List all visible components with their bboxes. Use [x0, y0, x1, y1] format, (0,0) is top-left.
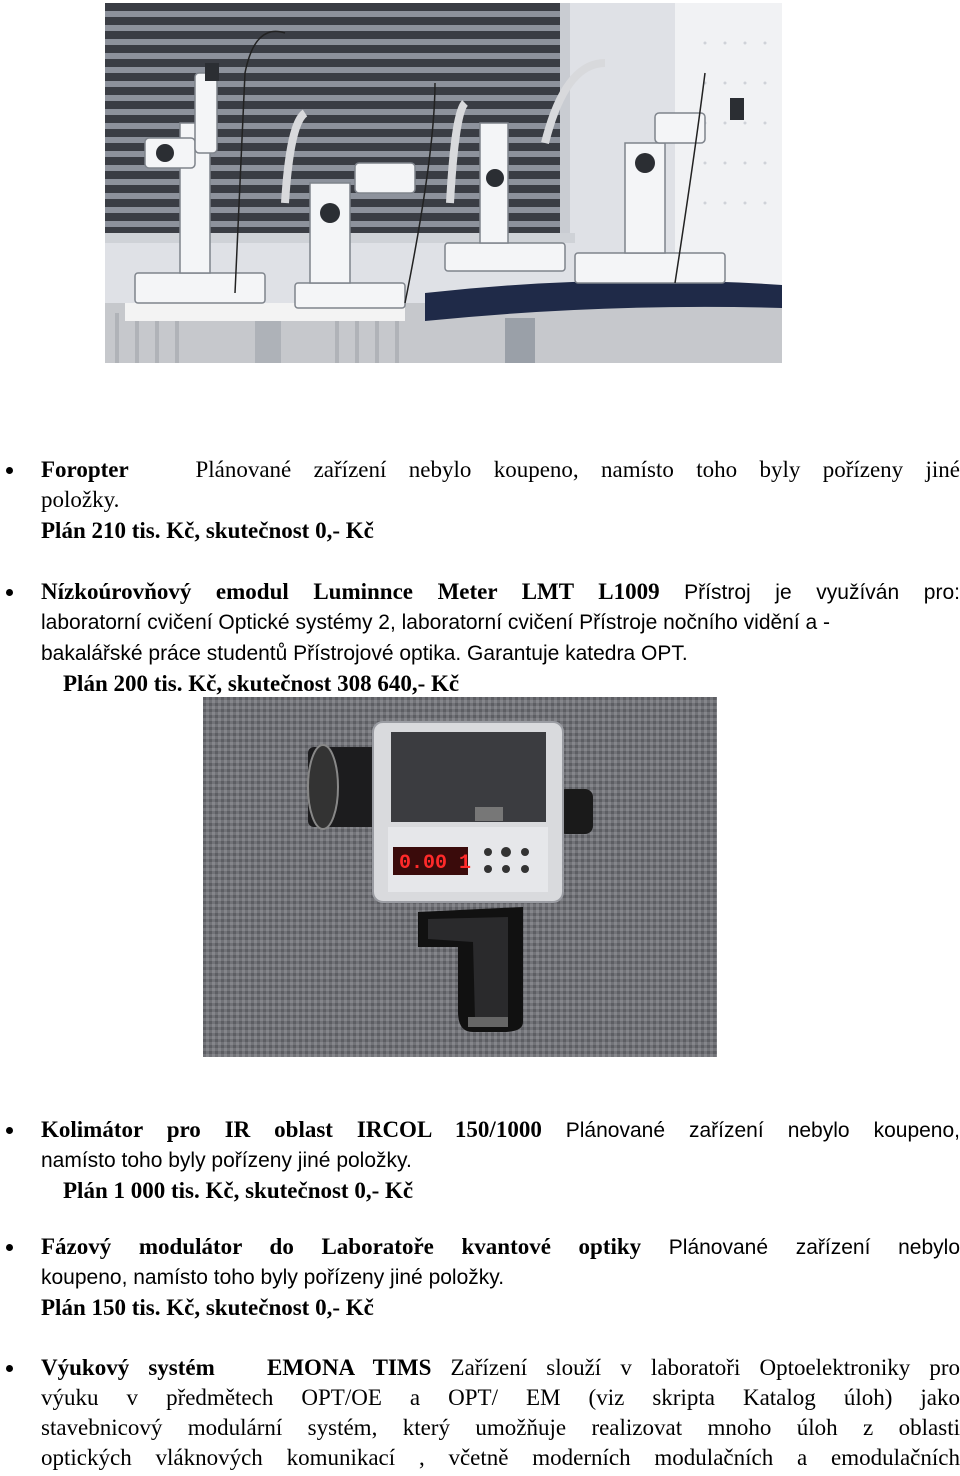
- item-description-cont: výuku v předmětech OPT/OE a OPT/ EM (viz skripta Katalog úloh) jako: [41, 1385, 960, 1410]
- item-description-cont: stavebnicový modulární systém, který umožňuje realizovat mnoho úloh z oblasti: [41, 1415, 960, 1440]
- bullet: [6, 1127, 13, 1134]
- item-description: Přístroj je využíván pro:: [684, 581, 960, 604]
- item-plan: Plán 210 tis. Kč, skutečnost 0,- Kč: [41, 518, 374, 543]
- bullet: [6, 589, 13, 596]
- item-title: Výukový systém: [41, 1355, 215, 1380]
- bullet: [6, 467, 13, 474]
- item-title: Foropter: [41, 457, 129, 482]
- bullet: [6, 1365, 13, 1372]
- item-plan: Plán 200 tis. Kč, skutečnost 308 640,- Kč: [63, 671, 460, 696]
- item-line: [41, 577, 960, 607]
- slit-lamps-photo: [105, 3, 782, 363]
- item-description-cont: namísto toho byly pořízeny jiné položky.: [41, 1149, 412, 1172]
- slit-lamps-illustration: [105, 3, 782, 363]
- item-description-cont: optických vláknových komunikací , včetně moderních modulačních a emodulačních: [41, 1445, 960, 1470]
- meter-display-text: 0.00 1: [399, 852, 472, 875]
- item-description-cont: koupeno, namísto toho byly pořízeny jiné položky.: [41, 1266, 505, 1289]
- item-description: Plánované zařízení nebylo koupeno,: [565, 1119, 960, 1142]
- item-title: Kolimátor pro IR oblast IRCOL 150/1000: [41, 1117, 542, 1142]
- item-description: Plánované zařízení nebylo: [668, 1236, 960, 1259]
- item-line: [41, 455, 960, 485]
- item-title: Nízkoúrovňový emodul Luminnce Meter LMT L1009: [41, 579, 660, 604]
- bullet: [6, 1244, 13, 1251]
- item-description: Plánované zařízení nebylo koupeno, namísto toho byly pořízeny jiné: [195, 457, 960, 482]
- item-description-cont: laboratorní cvičení Optické systémy 2, laboratorní cvičení Přístroje nočního vidění a -: [41, 611, 831, 634]
- luminance-meter-photo: [203, 697, 717, 1057]
- item-line: [41, 1115, 960, 1145]
- item-plan: Plán 150 tis. Kč, skutečnost 0,- Kč: [41, 1295, 374, 1320]
- luminance-meter-illustration: [203, 697, 717, 1057]
- item-line: [41, 1232, 960, 1262]
- item-description-cont: položky.: [41, 487, 120, 512]
- item-title: Fázový modulátor do Laboratoře kvantové optiky: [41, 1234, 642, 1259]
- item-plan: Plán 1 000 tis. Kč, skutečnost 0,- Kč: [63, 1178, 414, 1203]
- item-title-part2: EMONA TIMS: [267, 1355, 432, 1380]
- item-line: [41, 1353, 960, 1383]
- item-description-cont: bakalářské práce studentů Přístrojové optika. Garantuje katedra OPT.: [41, 642, 688, 665]
- item-description: Zařízení slouží v laboratoři Optoelektroniky pro: [450, 1355, 960, 1380]
